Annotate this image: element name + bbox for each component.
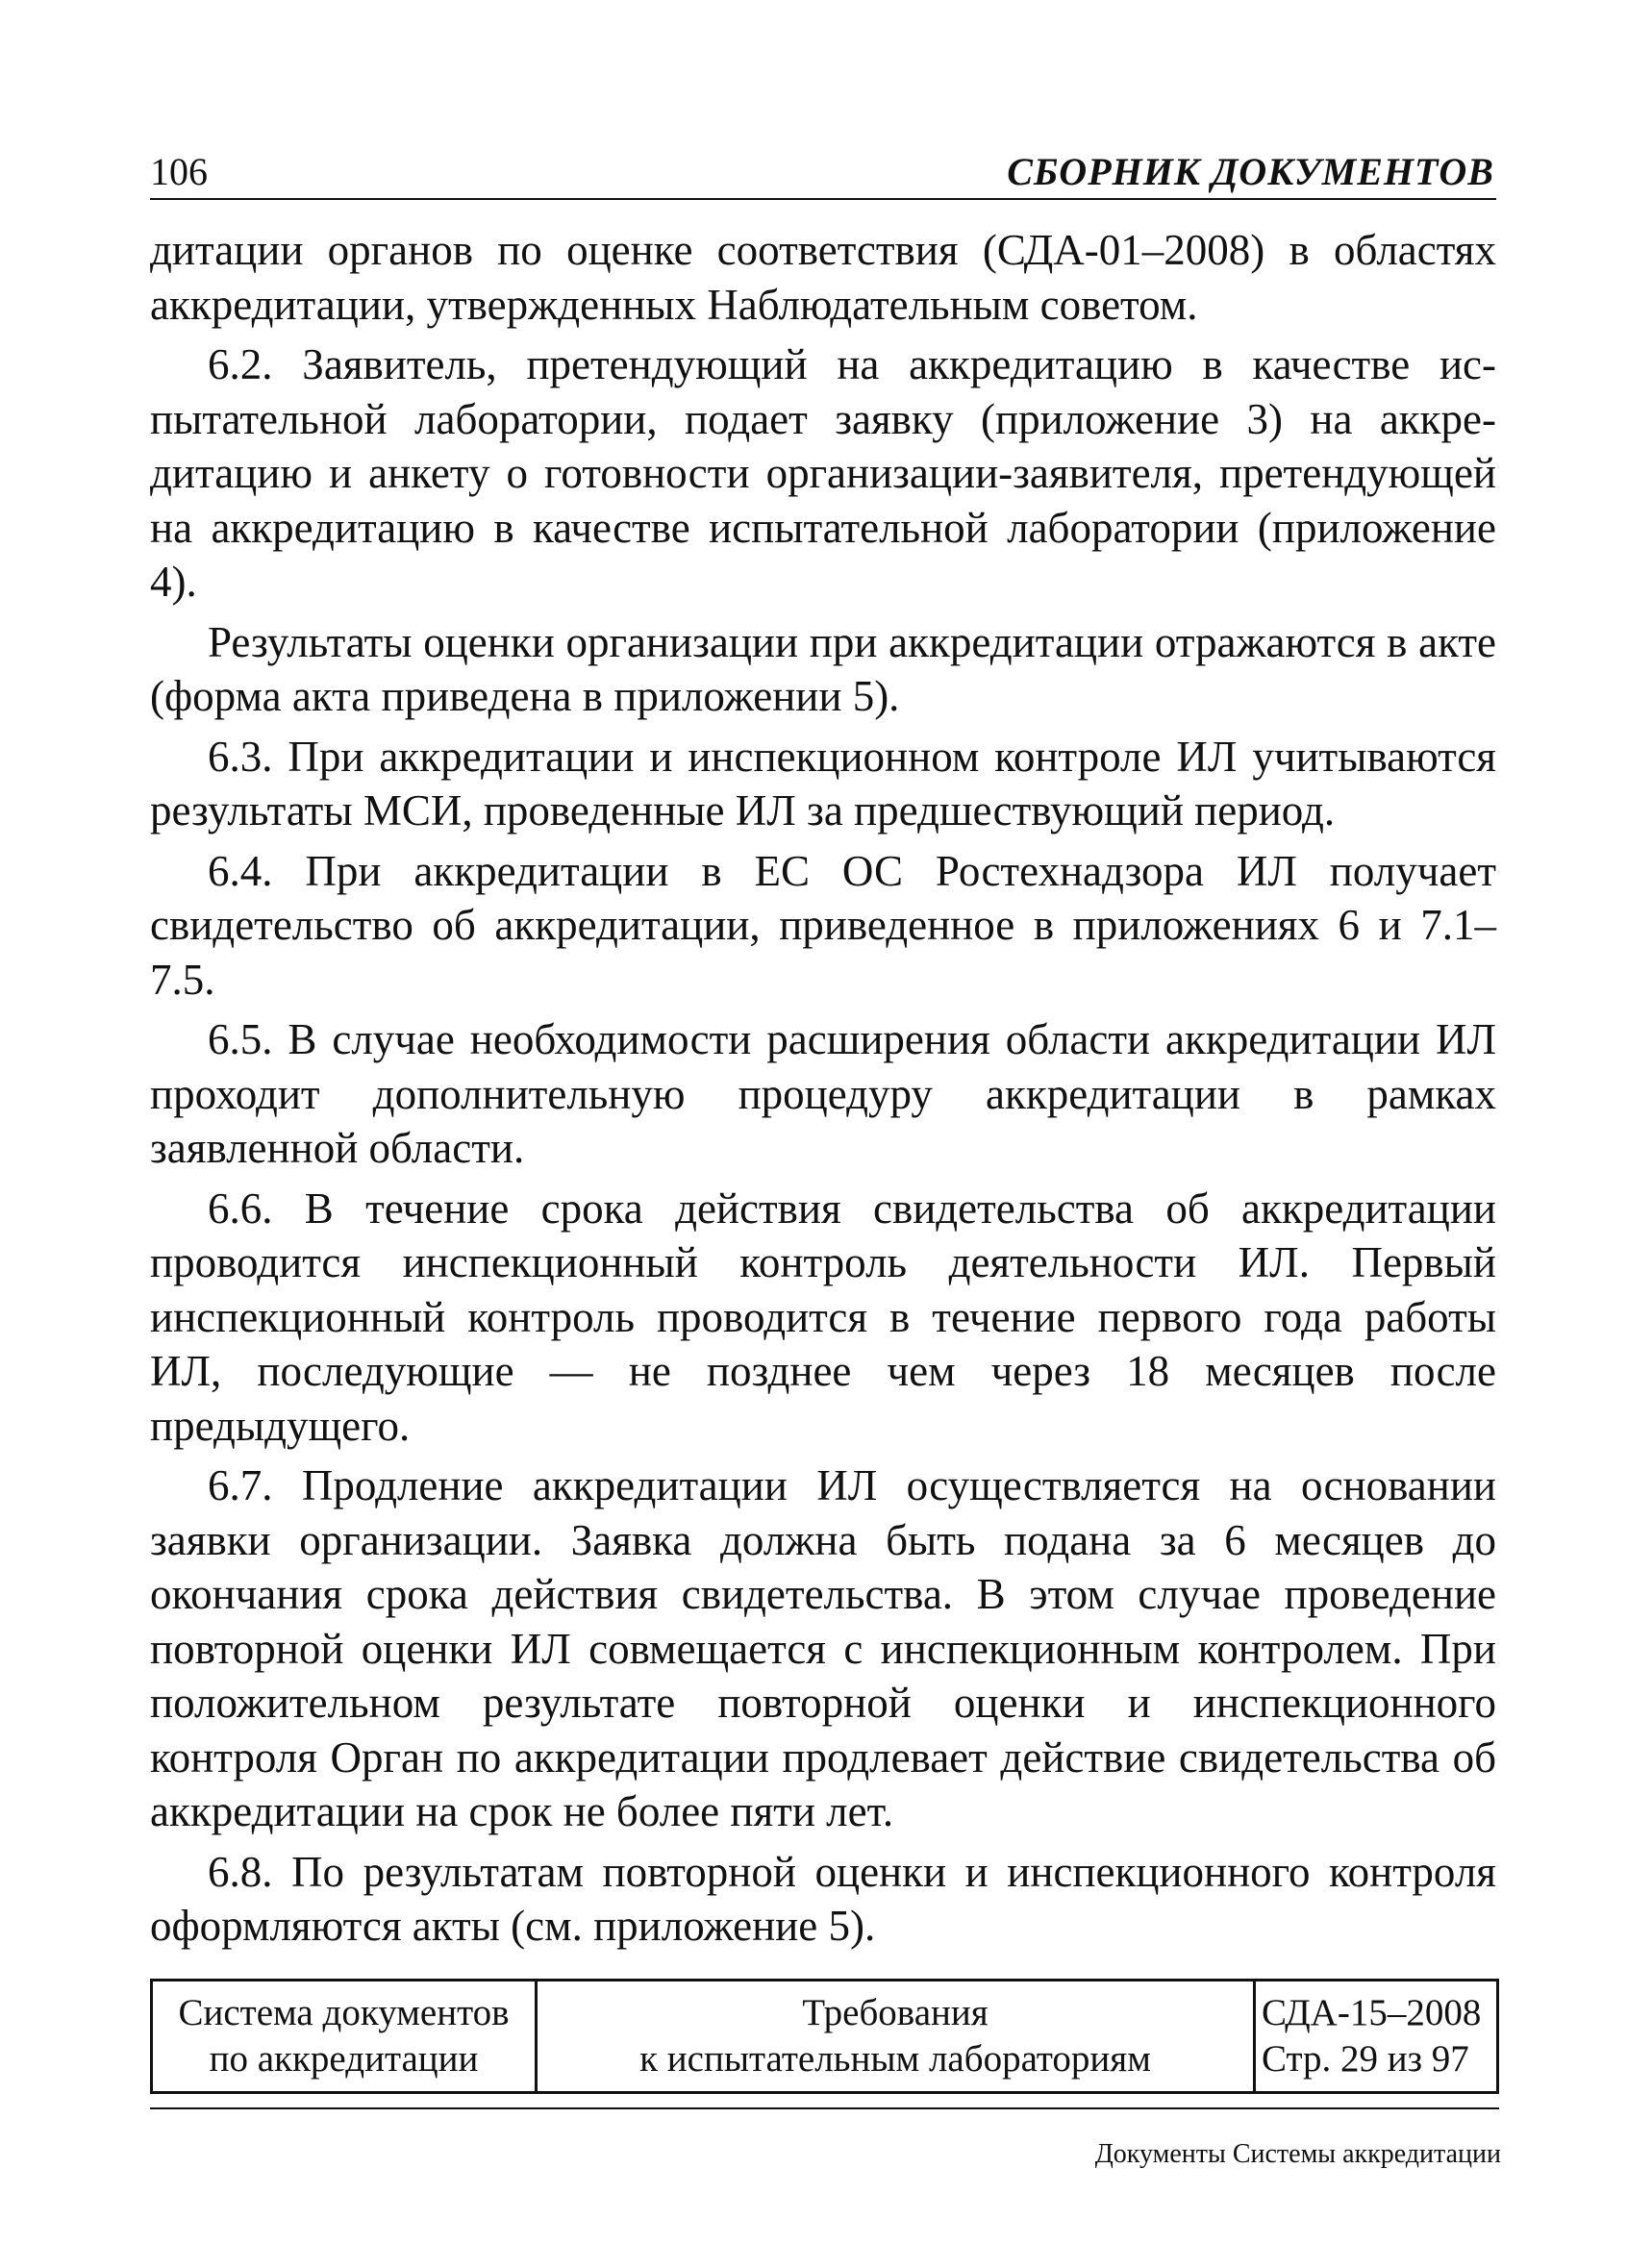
paragraph-6-5: 6.5. В случае необходимости расширения области аккредитации ИЛ проходит дополнительную процедуру аккредитации в рамках заявленной области.: [150, 1015, 1496, 1172]
footer-note: Документы Системы аккредитации: [1094, 2139, 1501, 2169]
system-line-1: Система документов: [178, 1992, 510, 2033]
document-code: СДА-15–2008: [1262, 1992, 1482, 2033]
paragraph-results: Результаты оценки организации при аккредитации отражаются в акте (форма акта приведена в приложении 5).: [150, 617, 1496, 720]
running-title: СБОРНИК ДОКУМЕНТОВ: [1007, 150, 1494, 193]
system-cell: [152, 1981, 537, 2093]
body-text: [150, 223, 1496, 1954]
system-line-2: по аккредитации: [209, 2038, 479, 2080]
paragraph-6-8: 6.8. По результатам повторной оценки и инспекционного контроля оформляются акты (см. приложение 5).: [150, 1847, 1496, 1950]
title-line-2: к испытательным лабораториям: [639, 2038, 1151, 2080]
paragraph-continuation: дитации органов по оценке соответствия (СДА-01–2008) в областях аккредитации, утвержденных Наблюдательным советом.: [150, 226, 1496, 329]
page-header: [150, 142, 1496, 200]
paragraph-6-7: 6.7. Продление аккредитации ИЛ осуществляется на основании заявки организации. Заявка должна быть подана за 6 месяцев до окончания срока действия свидетельства. В этом случае проведение повторной оценки ИЛ совмещается с инспекционным контролем. При положительном результате повторной оценки и инспекционного контроля Орган по аккредитации продлевает действие свидетельства об аккредитации на срок не более пяти лет.: [150, 1461, 1496, 1835]
document-footer-table: [150, 1979, 1499, 2094]
page-count: Стр. 29 из 97: [1262, 2038, 1469, 2080]
paragraph-6-4: 6.4. При аккредитации в ЕС ОС Ростехнадзора ИЛ получает свидетельство об аккредитации, приведенное в приложениях 6 и 7.1–7.5.: [150, 846, 1496, 1004]
paragraph-6-2: 6.2. Заявитель, претендующий на аккредитацию в качестве испытательной лаборатории, подает заявку (приложение 3) на аккредитацию и анкету о готовности организации-заявителя, претендующей на аккредитацию в качестве испытательной лаборатории (приложение 4).: [150, 340, 1496, 606]
title-cell: [537, 1981, 1255, 2093]
paragraph-6-6: 6.6. В течение срока действия свидетельства об аккредитации проводится инспекционный контроль деятельности ИЛ. Первый инспекционный контроль проводится в течение первого года работы ИЛ, последующие — не позднее чем через 18 месяцев после предыдущего.: [150, 1184, 1496, 1450]
header-rule: [150, 198, 1496, 200]
footer-rule: [150, 2107, 1499, 2109]
title-line-1: Требования: [802, 1992, 989, 2033]
paragraph-6-3: 6.3. При аккредитации и инспекционном контроле ИЛ учитываются результаты МСИ, проведенные ИЛ за предшествующий период.: [150, 732, 1496, 835]
page-number: 106: [150, 150, 208, 193]
code-cell: [1255, 1981, 1498, 2093]
